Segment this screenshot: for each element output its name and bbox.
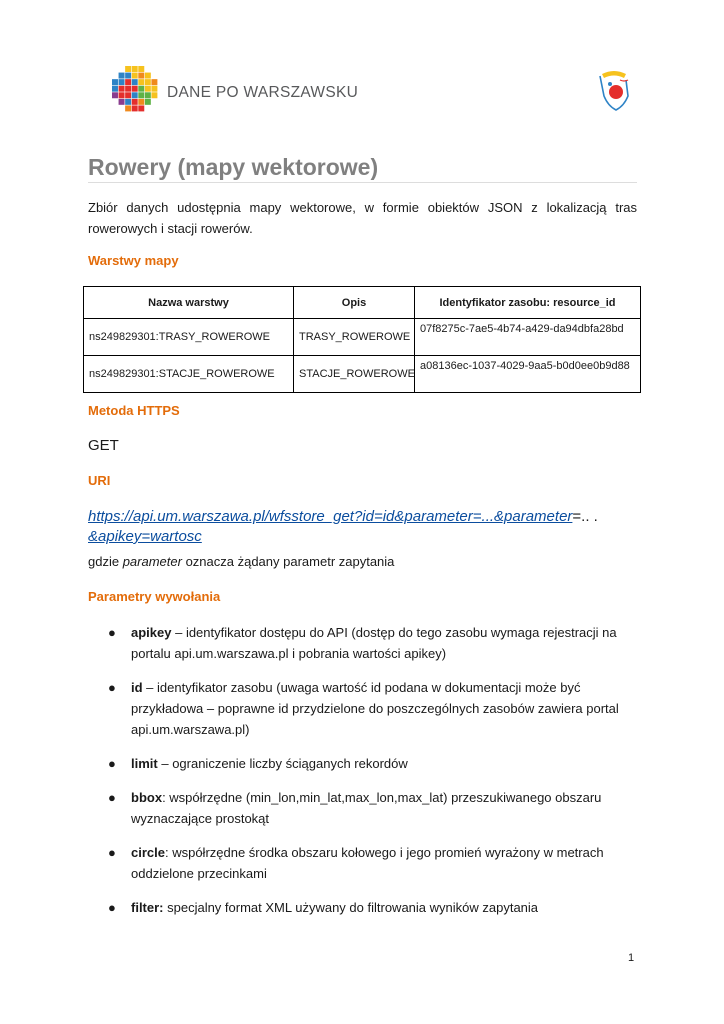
uri-line (88, 508, 598, 525)
table-cell: STACJE_ROWEROWE (294, 356, 415, 393)
city-emblem-icon (596, 66, 636, 112)
logo-tile (125, 92, 131, 98)
uri-tail: =.. . (572, 508, 598, 525)
section-layers-heading: Warstwy mapy (88, 253, 179, 268)
logo-tile (151, 86, 157, 92)
logo-text: DANE PO WARSZAWSKU (167, 84, 359, 101)
param-name: circle (131, 845, 165, 860)
layers-table (83, 286, 641, 393)
list-item (108, 622, 640, 664)
bullet-icon: ● (108, 790, 116, 805)
page-number: 1 (628, 952, 635, 964)
logo-tile (151, 79, 157, 85)
logo-tile (138, 99, 144, 105)
logo-tile (151, 92, 157, 98)
logo-tile (138, 86, 144, 92)
logo-tile (132, 73, 138, 79)
parameters-list (108, 622, 640, 931)
dane-po-warszawsku-logo (112, 66, 158, 112)
param-desc: specjalny format XML używany do filtrowania wyników zapytania (163, 900, 539, 915)
logo-tile (145, 86, 151, 92)
logo-tile (119, 99, 125, 105)
uri-link-apikey[interactable]: &apikey=wartosc (88, 528, 202, 545)
table-header-row (84, 287, 641, 319)
list-item (108, 677, 640, 740)
list-item (108, 897, 640, 918)
bullet-icon: ● (108, 845, 116, 860)
logo-tile (145, 79, 151, 85)
param-desc: – ograniczenie liczby ściąganych rekordów (157, 756, 408, 771)
uri-note-parameter: parameter (122, 554, 182, 569)
param-desc: – identyfikator dostępu do API (dostęp do tego zasobu wymaga rejestracji na portalu api.um.warszawa.pl i pobrania wartości apikey) (131, 625, 617, 661)
table-header-cell: Nazwa warstwy (84, 287, 294, 319)
intro-paragraph: Zbiór danych udostępnia mapy wektorowe, w formie obiektów JSON z lokalizacją tras rowerowych i stacji rowerów. (88, 200, 637, 236)
logo-tile (112, 92, 118, 98)
logo-tile (138, 92, 144, 98)
table-header-cell: Identyfikator zasobu: resource_id (415, 287, 641, 319)
table-cell: 07f8275c-7ae5-4b74-a429-da94dbfa28bd (415, 319, 641, 356)
logo-tile (138, 66, 144, 72)
param-name: limit (131, 756, 158, 771)
param-name: apikey (131, 625, 172, 640)
logo-tile (119, 92, 125, 98)
param-name: filter: (131, 900, 164, 915)
bullet-icon: ● (108, 900, 116, 915)
bullet-icon: ● (108, 756, 116, 771)
table-row (84, 356, 641, 393)
table-cell: a08136ec-1037-4029-9aa5-b0d0ee0b9d88 (415, 356, 641, 393)
document-title: Rowery (mapy wektorowe) (88, 154, 379, 180)
logo-tile (125, 99, 131, 105)
bullet-icon: ● (108, 680, 116, 695)
logo-tile (145, 73, 151, 79)
table-row (84, 319, 641, 356)
logo-tile (125, 86, 131, 92)
logo-tile (125, 105, 131, 111)
http-method: GET (88, 437, 119, 454)
logo-tile (132, 99, 138, 105)
param-name: bbox (131, 790, 163, 805)
logo-tile (112, 86, 118, 92)
section-method-heading: Metoda HTTPS (88, 403, 180, 418)
logo-tile (132, 92, 138, 98)
uri-link[interactable]: https://api.um.warszawa.pl/wfsstore_get?id=id&parameter=...&parameter (88, 508, 573, 525)
logo-tile (132, 66, 138, 72)
list-item (108, 842, 640, 884)
param-desc: – identyfikator zasobu (uwaga wartość id podana w dokumentacji może być przykładowa – poprawne id przydzielone do poszczególnych zasobów zawiera portal api.um.warszawa.pl) (131, 680, 619, 737)
section-uri-heading: URI (88, 473, 111, 488)
logo-tile (132, 79, 138, 85)
uri-note (88, 554, 394, 569)
uri-note-prefix: gdzie (88, 554, 123, 569)
table-header-cell: Opis (294, 287, 415, 319)
param-desc: : współrzędne środka obszaru kołowego i jego promień wyrażony w metrach oddzielone przecinkami (131, 845, 604, 881)
table-cell: ns249829301:TRASY_ROWEROWE (84, 319, 294, 356)
logo-tile (125, 79, 131, 85)
logo-tile (132, 86, 138, 92)
logo-tile (145, 99, 151, 105)
param-name: id (131, 680, 143, 695)
table-cell: TRASY_ROWEROWE (294, 319, 415, 356)
logo-tile (145, 92, 151, 98)
uri-note-suffix: oznacza żądany parametr zapytania (181, 554, 395, 569)
list-item (108, 787, 640, 829)
logo-tile (138, 79, 144, 85)
logo-tile (125, 73, 131, 79)
bullet-icon: ● (108, 625, 116, 640)
logo-tile (119, 73, 125, 79)
logo-tile (125, 66, 131, 72)
logo-tile (138, 73, 144, 79)
param-desc: : współrzędne (min_lon,min_lat,max_lon,max_lat) przeszukiwanego obszaru wyznaczające prostokąt (131, 790, 602, 826)
list-item (108, 753, 640, 774)
logo-tile (138, 105, 144, 111)
logo-tile (119, 79, 125, 85)
title-divider (88, 182, 637, 183)
logo-tile (112, 79, 118, 85)
logo-tile (132, 105, 138, 111)
table-cell: ns249829301:STACJE_ROWEROWE (84, 356, 294, 393)
logo-tile (119, 86, 125, 92)
section-params-heading: Parametry wywołania (88, 589, 221, 604)
